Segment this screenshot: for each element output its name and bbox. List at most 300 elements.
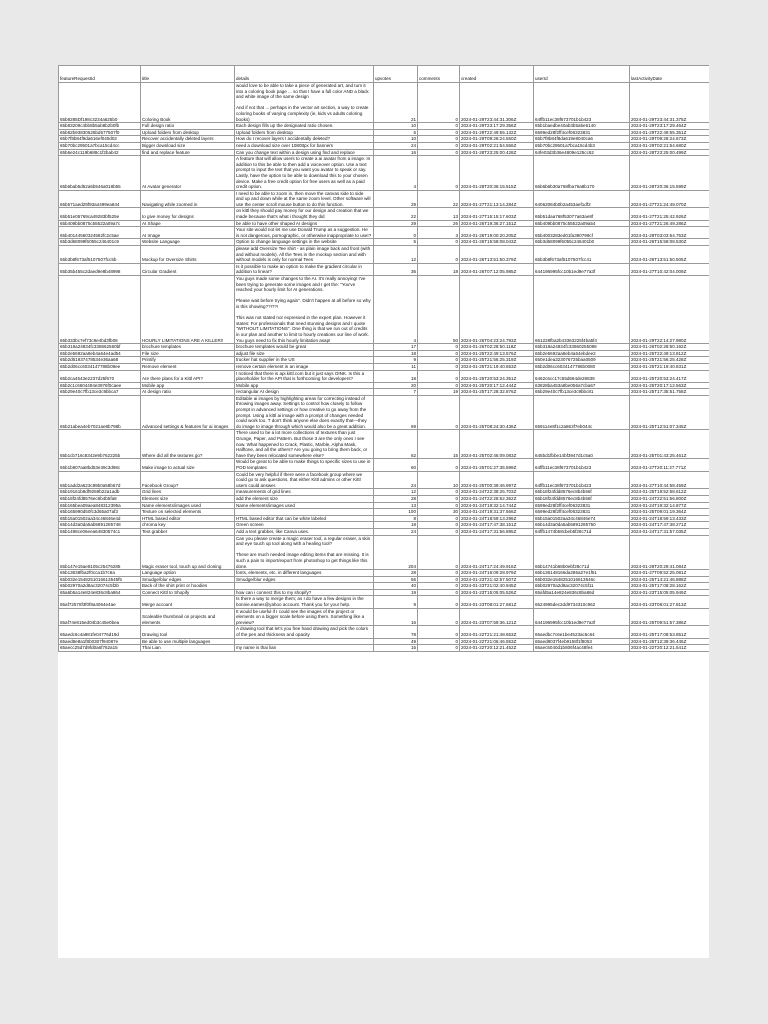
cell-user-id: 645bd1fbbe14bf3947d1c5a0: [534, 430, 630, 459]
cell-last-activity-date: 2024-01-25T12:39:36.445Z: [630, 638, 710, 645]
cell-user-id: 659114e8f1c2a863f7eb044c: [534, 395, 630, 430]
cell-details: I noticed that there is api.kittl.com but it just says OINK. Is this a placeholder for the API that is forthcoming for developers?: [235, 370, 374, 382]
table-row: [59, 608, 710, 626]
cell-feature-request-id: 65b82b93830525bd577507f0: [59, 129, 141, 136]
cell-feature-request-id: 65b29e40c7fb13ce3c9bbca7: [59, 389, 141, 396]
cell-comments: 0: [418, 638, 460, 645]
cell-upvotes: 36: [374, 263, 418, 275]
table-row: [59, 276, 710, 344]
cell-comments: 0: [418, 246, 460, 264]
cell-user-id: 64ffb11ec38f673701b1b423: [534, 471, 630, 489]
cell-user-id: 651228fba2b43363225f4ba5f4: [534, 276, 630, 344]
cell-user-id: 65b7f8b84f8da619e8040ca6: [534, 136, 630, 143]
cell-upvotes: 28: [374, 495, 418, 502]
table-row: [59, 645, 710, 652]
cell-details: Upload folders from desktop: [235, 129, 374, 136]
cell-created: 2024-01-22T20:12:21.452Z: [460, 645, 534, 652]
cell-created: 2024-01-27T15:15:17.603Z: [460, 208, 534, 220]
cell-comments: 0: [418, 83, 460, 123]
cell-last-activity-date: 2024-01-29T09:28:24.673Z: [630, 136, 710, 143]
cell-details: would love to be able to take a piece of generated art, and turn it into a coloring book page ... so that I have a full color AND a black and white image of the same design And if not that ... perhaps in the vector art section, a way to create coloring books of varying complexity (ie, kids vs adults coloring books): [235, 83, 374, 123]
cell-title: Merge account: [141, 596, 235, 608]
column-header-feature-request-id: featureRequestId: [59, 66, 141, 83]
cell-upvotes: 19: [374, 589, 418, 596]
cell-comments: 0: [418, 528, 460, 535]
cell-details: Can you change text within a design using find and replace: [235, 149, 374, 156]
cell-created: 2024-01-27T21:13:14.284Z: [460, 190, 534, 208]
cell-upvotes: 8: [374, 515, 418, 522]
cell-upvotes: 12: [374, 246, 418, 264]
cell-user-id: 65b032e1548251016613546c: [534, 576, 630, 583]
table-row: [59, 528, 710, 535]
cell-created: 2024-01-26T13:51:50.379Z: [460, 246, 534, 264]
cell-last-activity-date: 2024-01-25T17:35:51.758Z: [630, 389, 710, 396]
cell-title: Are there plans for a Kittl API?: [141, 370, 235, 382]
cell-last-activity-date: 2024-01-26T02:28:50.192Z: [630, 344, 710, 351]
cell-title: find and replace feature: [141, 149, 235, 156]
cell-upvotes: 29: [374, 220, 418, 227]
cell-upvotes: 24: [374, 471, 418, 489]
cell-feature-request-id: 65b7f8b84f9da616ef040d02: [59, 136, 141, 143]
cell-details: Your site would not let me use Donald Trump as a suggestion. He is not dangerous, pornographic, or otherwise inappropriate to use!?: [235, 227, 374, 239]
cell-created: 2024-01-25T08:24:30.436Z: [460, 395, 534, 430]
table-row: [59, 83, 710, 123]
cell-title: to give money for designs: [141, 208, 235, 220]
cell-details: Smudge/blur edges: [235, 576, 374, 583]
cell-user-id: 65b29e40c7fb13ce3c9bbc81: [534, 389, 630, 396]
cell-user-id: 64ffb11ec38f673701b1b423: [534, 459, 630, 471]
cell-feature-request-id: 65aedc6c4a981fe04776d19d: [59, 626, 141, 638]
cell-title: Facebook Group?: [141, 471, 235, 489]
cell-last-activity-date: 2024-01-24T18:59:13.433Z: [630, 515, 710, 522]
cell-details: A feature that will allow users to create a ai avatar from a image. In addition to this be able to then add a voiceover option. Use a text prompt to input the text that you want you avatar to speak or say. Lastly, have the option to be able to download this to your chosen device. Make a free credit option for free users as well as a paid credit option.: [235, 156, 374, 191]
cell-upvotes: 49: [374, 638, 418, 645]
cell-upvotes: 28: [374, 570, 418, 577]
cell-user-id: 64ffb1474b58cbeb5f28c71d: [534, 528, 630, 535]
cell-upvotes: 22: [374, 208, 418, 220]
table-row: [59, 471, 710, 489]
cell-last-activity-date: 2024-01-28T03:03:54.753Z: [630, 227, 710, 239]
cell-feature-request-id: 65b1cb716c8342e9b762225b: [59, 430, 141, 459]
cell-title: Advanced settings & features for ai images: [141, 395, 235, 430]
cell-title: Website Language: [141, 239, 235, 246]
cell-user-id: 65afd5a14e824e836c8ba86d: [534, 589, 630, 596]
column-header-title: title: [141, 66, 235, 83]
cell-upvotes: 16: [374, 608, 418, 626]
cell-created: 2024-01-24T19:31:37.566Z: [460, 509, 534, 516]
cell-feature-request-id: 65b6e24c119b688c1f2bab42: [59, 149, 141, 156]
cell-created: 2024-01-29T22:49:55.132Z: [460, 129, 534, 136]
cell-title: AI Avatar generator: [141, 156, 235, 191]
feature-requests-table: [58, 65, 709, 652]
cell-details: Could be very helpful if there were a facebook group where we could go to ask questions, that either Kittl admins or other Kittl users could answer.: [235, 471, 374, 489]
cell-details: Is it possible to make an option to make the gradient circular in addition to linear?: [235, 263, 374, 275]
cell-title: Upload folders from desktop: [141, 129, 235, 136]
cell-upvotes: 17: [374, 344, 418, 351]
cell-feature-request-id: 65aed8e8a1f8b0307f94087e: [59, 638, 141, 645]
cell-feature-request-id: 65b2c1c6604484e3976f0caee: [59, 382, 141, 389]
cell-created: 2024-01-24T18:59:13.296Z: [460, 515, 534, 522]
cell-created: 2024-01-26T15:58:08.043Z: [460, 239, 534, 246]
cell-title: File size: [141, 350, 235, 357]
cell-created: 2024-01-25T17:28:32.876Z: [460, 389, 534, 396]
cell-created: 2024-01-26T04:23:24.793Z: [460, 276, 534, 344]
cell-feature-request-id: 65b02970a2d8ac32074c5f2b: [59, 583, 141, 590]
cell-feature-request-id: 65b1b907aa8bd53e39c3d98c: [59, 459, 141, 471]
cell-upvotes: 56: [374, 576, 418, 583]
cell-last-activity-date: 2024-01-24T19:32:14.877Z: [630, 502, 710, 509]
cell-comments: 0: [418, 645, 460, 652]
cell-comments: 0: [418, 576, 460, 583]
cell-feature-request-id: 65b19161b8df9259b22a1adb: [59, 489, 141, 496]
cell-comments: 0: [418, 395, 460, 430]
cell-user-id: 65b70bc29501a7bca15cd4b3: [534, 142, 630, 149]
column-header-details: details: [235, 66, 374, 83]
cell-comments: 13: [418, 208, 460, 220]
table-row: [59, 382, 710, 389]
table-row: [59, 638, 710, 645]
cell-created: 2024-01-25T21:56:25.319Z: [460, 357, 534, 364]
cell-feature-request-id: 65af74e815ed04b3c45e0bea: [59, 608, 141, 626]
cell-title: Circular Gradient: [141, 263, 235, 275]
cell-comments: 3: [418, 227, 460, 239]
cell-details: please add Oversize Tee shirt - as plain image back and front (with and without models). All the Tees in the mockup section and with without models is only for normal Tees: [235, 246, 374, 264]
cell-comments: 0: [418, 370, 460, 382]
cell-user-id: 65b02970a2d8ac32074c5f11: [534, 583, 630, 590]
cell-details: how can i connect this to my shopify?: [235, 589, 374, 596]
cell-details: Name elements/images used: [235, 502, 374, 509]
cell-title: HOURLY LIMITATIONS ARE A KILLER!!: [141, 276, 235, 344]
table-row: [59, 220, 710, 227]
cell-feature-request-id: 65a6b5a14e824e836c8ba864: [59, 589, 141, 596]
column-header-created: created: [460, 66, 534, 83]
cell-title: Bigger download size: [141, 142, 235, 149]
cell-upvotes: 5: [374, 239, 418, 246]
cell-last-activity-date: 2024-01-28T20:29:41.084Z: [630, 535, 710, 570]
cell-created: 2024-01-25T22:49:13.576Z: [460, 350, 534, 357]
table-row: [59, 576, 710, 583]
cell-upvotes: 13: [374, 502, 418, 509]
cell-last-activity-date: 2024-01-25T17:08:53.851Z: [630, 626, 710, 638]
cell-comments: 0: [418, 489, 460, 496]
cell-details: Option to change language settings in the website: [235, 239, 374, 246]
cell-title: chroma key: [141, 522, 235, 529]
table-row: [59, 357, 710, 364]
cell-user-id: 65b14741b68b0ebf28c71d: [534, 535, 630, 570]
cell-comments: 0: [418, 570, 460, 577]
cell-user-id: 6524995dec2dd9734310c962: [534, 596, 630, 608]
cell-created: 2024-01-24T16:09:28.979Z: [460, 570, 534, 577]
cell-title: Back of the shirt print or hoodies: [141, 583, 235, 590]
table-row: [59, 129, 710, 136]
cell-user-id: 64fe03d3b36e4809e125cc62: [534, 149, 630, 156]
cell-details: on kittl they should pay money for our design and creation that we made because that's what i thought they did: [235, 208, 374, 220]
cell-title: Printify: [141, 357, 235, 364]
cell-upvotes: 78: [374, 626, 418, 638]
cell-title: Drawing tool: [141, 626, 235, 638]
table-row: [59, 263, 710, 275]
cell-title: Smudge/blur edges: [141, 576, 235, 583]
cell-feature-request-id: 65b318a24834fc338662560bf: [59, 344, 141, 351]
cell-comments: 0: [418, 589, 460, 596]
cell-feature-request-id: 65b2d61937478534e36aa68: [59, 357, 141, 364]
cell-details: adjust file size: [235, 350, 374, 357]
cell-upvotes: 18: [374, 370, 418, 382]
cell-last-activity-date: 2024-01-25T17:08:28.162Z: [630, 583, 710, 590]
cell-comments: 0: [418, 357, 460, 364]
cell-user-id: 644196995fcc10b1ed9e77a3f: [534, 608, 630, 626]
column-header-comments: comments: [418, 66, 460, 83]
cell-details: trucker hat supplier in the US: [235, 357, 374, 364]
cell-upvotes: 62: [374, 430, 418, 459]
cell-details: my name is thai lian: [235, 645, 374, 652]
cell-comments: 19: [418, 389, 460, 396]
cell-title: HTML based editor: [141, 515, 235, 522]
cell-last-activity-date: 2024-01-23T15:05:05.949Z: [630, 589, 710, 596]
cell-comments: 0: [418, 239, 460, 246]
cell-feature-request-id: 65b165bea09aea848312395a: [59, 502, 141, 509]
cell-title: Mobile app: [141, 382, 235, 389]
cell-user-id: 65aedbc7c6e1be4523ac5c64: [534, 626, 630, 638]
cell-title: Language option: [141, 570, 235, 577]
cell-created: 2024-01-25T02:46:09.083Z: [460, 430, 534, 459]
cell-details: Each design fills up the designated ratio chosen.: [235, 123, 374, 130]
cell-feature-request-id: 65af72578f3f0f8a4064e4ae: [59, 596, 141, 608]
cell-last-activity-date: 2024-01-25T14:21:46.888Z: [630, 576, 710, 583]
cell-last-activity-date: 2024-01-25T20:17:12.563Z: [630, 382, 710, 389]
cell-created: 2024-01-24T19:32:14.744Z: [460, 502, 534, 509]
table-row: [59, 208, 710, 220]
cell-user-id: 64062084b0b2a453aef1df2: [534, 190, 630, 208]
cell-comments: 15: [418, 430, 460, 459]
cell-upvotes: 4: [374, 276, 418, 344]
cell-title: Navigating while zoomed in: [141, 190, 235, 208]
cell-comments: 0: [418, 502, 460, 509]
cell-feature-request-id: 65b571aed29f93a4499ea844: [59, 190, 141, 208]
cell-comments: 10: [418, 471, 460, 489]
cell-comments: 0: [418, 344, 460, 351]
cell-upvotes: 60: [374, 459, 418, 471]
cell-feature-request-id: 65b13638fba2f0cca1b7c6a: [59, 570, 141, 577]
table-row: [59, 227, 710, 239]
cell-user-id: 6599ed28f2ff4cef06323831: [534, 502, 630, 509]
cell-details: [235, 638, 374, 645]
cell-upvotes: 5: [374, 129, 418, 136]
cell-user-id: 65b14d3a0da5ab5891285750: [534, 522, 630, 529]
cell-details: Editable ai images by highlighting areas for correcting instead of throwing images away. Settings to control how closely to follow prompt in advanced settings or how creative to go away from the prompt. Using a kittl ai image with a prompt of changes needed could work too. T don't think anyone else does exactly that—they do image to image through which would also be a great addition.: [235, 395, 374, 430]
table-row: [59, 535, 710, 570]
cell-comments: 0: [418, 535, 460, 570]
cell-last-activity-date: 2024-01-24T22:51:56.800Z: [630, 495, 710, 502]
cell-upvotes: 11: [374, 363, 418, 370]
column-header-upvotes: upvotes: [374, 66, 418, 83]
cell-created: 2024-01-24T17:31:56.895Z: [460, 528, 534, 535]
cell-comments: 30: [418, 509, 460, 516]
cell-user-id: 650e1dea323076725baa0509: [534, 357, 630, 364]
cell-created: 2024-01-25T20:53:24.351Z: [460, 370, 534, 382]
cell-upvotes: 18: [374, 522, 418, 529]
cell-comments: 26: [418, 220, 460, 227]
cell-user-id: 64ffb11ec38f673701b1b423: [534, 83, 630, 123]
cell-title: Recover accidentally deleted layers: [141, 136, 235, 143]
cell-last-activity-date: 2024-01-29T22:49:55.351Z: [630, 129, 710, 136]
cell-details: add the element size: [235, 495, 374, 502]
cell-created: 2024-01-24T17:24:49.916Z: [460, 535, 534, 570]
cell-details: Add a text grabber, like Canva uses.: [235, 528, 374, 535]
cell-comments: 0: [418, 596, 460, 608]
table-row: [59, 509, 710, 516]
table-row: [59, 489, 710, 496]
cell-upvotes: 9: [374, 596, 418, 608]
cell-title: Scaleable thumbnail on projects and elements: [141, 608, 235, 626]
cell-last-activity-date: 2024-01-27T21:25:42.926Z: [630, 208, 710, 220]
cell-upvotes: 100: [374, 509, 418, 516]
cell-details: measurements of grid lines: [235, 489, 374, 496]
cell-user-id: 65b2d06cc6034147786b0080: [534, 363, 630, 370]
cell-details: remove certain element in an image: [235, 363, 374, 370]
column-header-user-id: userId: [534, 66, 630, 83]
table-row: [59, 395, 710, 430]
cell-created: 2024-01-29T23:44:31.306Z: [460, 83, 534, 123]
cell-created: 2024-01-29T23:17:29.356Z: [460, 123, 534, 130]
cell-details: fonts, elements, etc. in different languages: [235, 570, 374, 577]
cell-upvotes: 10: [374, 136, 418, 143]
table-row: [59, 123, 710, 130]
cell-title: Make image to actual size: [141, 459, 235, 471]
cell-created: 2024-01-26T07:12:05.985Z: [460, 263, 534, 275]
cell-upvotes: 69: [374, 395, 418, 430]
cell-created: 2024-01-22T21:21:48.653Z: [460, 626, 534, 638]
cell-user-id: 65b2e5692aa8eb4a64ebdee2: [534, 350, 630, 357]
cell-comments: 0: [418, 382, 460, 389]
cell-title: AI design ratio: [141, 389, 235, 396]
cell-title: Connect Kittl to Shopify: [141, 589, 235, 596]
cell-upvotes: 29: [374, 190, 418, 208]
cell-user-id: 65aed8037f4eb9158f1f8053: [534, 638, 630, 645]
cell-feature-request-id: 65b15a01502aa34c46846e4d: [59, 515, 141, 522]
cell-feature-request-id: 65b2e5692aa8eb4a64e4ad54: [59, 350, 141, 357]
cell-created: 2024-01-23T07:59:36.121Z: [460, 608, 534, 626]
table-row: [59, 522, 710, 529]
cell-created: 2024-01-23T21:02:40.945Z: [460, 583, 534, 590]
table-row: [59, 136, 710, 143]
cell-title: brochure templates: [141, 344, 235, 351]
cell-user-id: 6599ed28f2ff4cef06323831: [534, 509, 630, 516]
cell-comments: 0: [418, 156, 460, 191]
cell-upvotes: 4: [374, 156, 418, 191]
cell-title: AI Shape: [141, 220, 235, 227]
cell-details: It would be useful if I could see the images of the project or elements on a bigger scale before using them. Something like a preview?: [235, 608, 374, 626]
table-row: [59, 149, 710, 156]
cell-last-activity-date: 2024-01-25T09:01:19.364Z: [630, 509, 710, 516]
cell-feature-request-id: 65b51e05769ca49283bf525e: [59, 208, 141, 220]
cell-title: Be able to use multiple languages: [141, 638, 235, 645]
table-row: [59, 389, 710, 396]
cell-details: Is there a way to merge them; as I do have a few designs in the bonnie.eames@yahoo account. Thank you for your help.: [235, 596, 374, 608]
cell-comments: 0: [418, 522, 460, 529]
cell-upvotes: 0: [374, 227, 418, 239]
table-row: [59, 583, 710, 590]
cell-feature-request-id: 65b8285Df198c3234a625b0: [59, 83, 141, 123]
cell-title: Where did all the textures go?: [141, 430, 235, 459]
cell-created: 2024-01-28T23:25:00.428Z: [460, 149, 534, 156]
cell-feature-request-id: 65b2ca4543e2237d25f670: [59, 370, 141, 382]
cell-created: 2024-01-24T22:38:25.703Z: [460, 489, 534, 496]
cell-comments: 0: [418, 363, 460, 370]
cell-user-id: 644196995fcc10b1ed9e77a3f: [534, 263, 630, 275]
cell-feature-request-id: 65b35b455c2daed9e8b48998: [59, 263, 141, 275]
table-row: [59, 239, 710, 246]
cell-feature-request-id: 65aecc25d7d9fd0a6f762a15: [59, 645, 141, 652]
cell-upvotes: 16: [374, 149, 418, 156]
cell-created: 2024-01-29T09:28:24.550Z: [460, 136, 534, 143]
cell-user-id: 65b51daa768f53077a63ae8f: [534, 208, 630, 220]
cell-details: Would be great to be able to make things to specific sizes to use in POD templates: [236, 459, 372, 470]
cell-last-activity-date: 2024-01-25T12:51:07.345Z: [630, 395, 710, 430]
cell-upvotes: 40: [374, 583, 418, 590]
table-row: [59, 350, 710, 357]
cell-feature-request-id: 65b1498ce06eea64830574c1: [59, 528, 141, 535]
cell-title: Grid lines: [141, 489, 235, 496]
cell-comments: 22: [418, 190, 460, 208]
cell-last-activity-date: 2024-01-28T20:36:15.599Z: [630, 156, 710, 191]
cell-upvotes: 21: [374, 83, 418, 123]
cell-details: brochure templates would be great: [235, 344, 374, 351]
cell-last-activity-date: 2024-01-27T10:44:58.459Z: [630, 471, 710, 489]
column-header-last-activity-date: lastActivityDate: [630, 66, 710, 83]
table-row: [59, 156, 710, 191]
cell-title: Element size: [141, 495, 235, 502]
cell-user-id: 65b18f24fdd8576ec8b4b56f: [534, 489, 630, 496]
cell-details: need a download size over 1080ttpx for banners: [235, 142, 374, 149]
cell-comments: 50: [418, 276, 460, 344]
cell-created: 2024-01-23T21:42:57.507Z: [460, 576, 534, 583]
table-row: [59, 246, 710, 264]
cell-last-activity-date: 2024-01-24T17:47:38.271Z: [630, 522, 710, 529]
cell-created: 2024-01-24T22:28:52.362Z: [460, 495, 534, 502]
cell-comments: 18: [418, 263, 460, 275]
cell-comments: 0: [418, 142, 460, 149]
cell-created: 2024-01-24T17:47:38.151Z: [460, 522, 534, 529]
cell-comments: 0: [418, 495, 460, 502]
cell-comments: 0: [418, 515, 460, 522]
cell-created: 2024-01-28T20:36:15.515Z: [460, 156, 534, 191]
table-row: [59, 370, 710, 382]
cell-created: 2024-01-23T15:05:05.526Z: [460, 589, 534, 596]
cell-feature-request-id: 65b21abea4eb7021ae8b798b: [59, 395, 141, 430]
table-row: [59, 589, 710, 596]
cell-details: There used to be a lot more collections of textures than just Grunge, Paper, and Pattern. But those 3 are the only ones I see now. What happened to Crack, Plastic, Marble, Alpha Mask, Halftone, and all the others? Are you going to bring them back, or have they been relocated somewhere else?: [235, 430, 374, 459]
cell-details: HTML based editor that can be white labeled: [235, 515, 374, 522]
cell-last-activity-date: 2024-01-29T22:14:27.980Z: [630, 276, 710, 344]
cell-created: 2024-01-22T21:06:46.553Z: [460, 638, 534, 645]
cell-created: 2024-01-25T01:27:35.599Z: [460, 459, 534, 471]
cell-feature-request-id: 65b14d3a0da5ab5891285748: [59, 522, 141, 529]
cell-last-activity-date: 2024-01-27T21:26:49.286Z: [630, 220, 710, 227]
cell-user-id: 65b1baedbe40ab3b5a5e6140: [534, 123, 630, 130]
cell-upvotes: 24: [374, 142, 418, 149]
cell-user-id: 65b6b6b30a768fba76a8b170: [534, 156, 630, 191]
cell-details: Green screen: [235, 522, 374, 529]
cell-feature-request-id: 65b3d68099f6055c246401c9: [59, 239, 141, 246]
cell-comments: 0: [418, 350, 460, 357]
spreadsheet-page: [58, 65, 709, 958]
table-row: [59, 495, 710, 502]
cell-created: 2024-01-23T08:01:27.681Z: [460, 596, 534, 608]
cell-title: Thai Lian: [141, 645, 235, 652]
cell-last-activity-date: 2024-01-25T21:56:25.428Z: [630, 357, 710, 364]
cell-comments: 0: [418, 129, 460, 136]
